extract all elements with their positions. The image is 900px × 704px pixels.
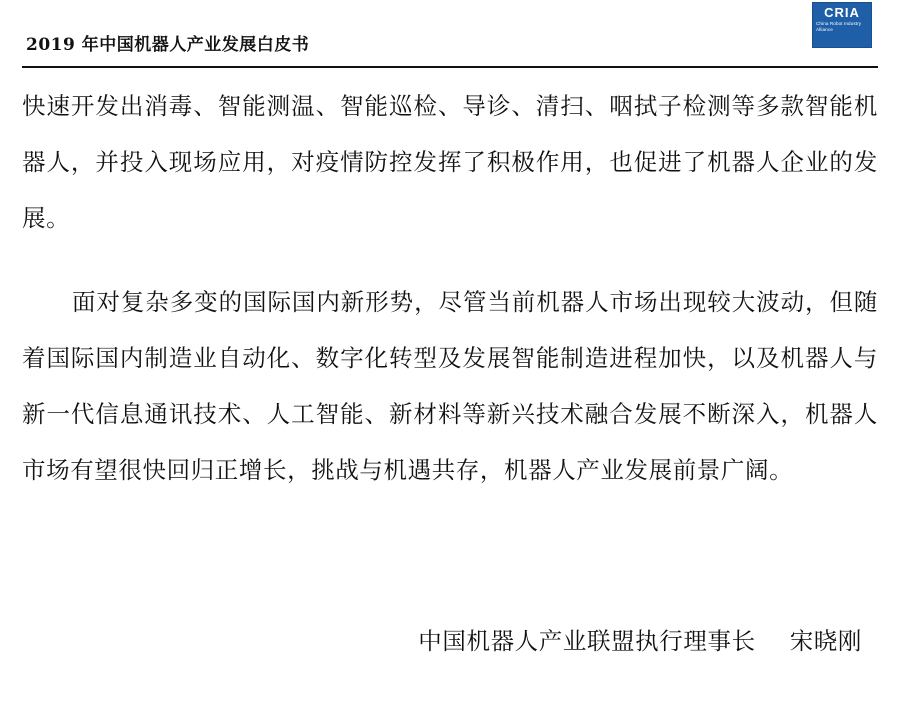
- header-divider: [22, 66, 878, 68]
- signature-block: [0, 622, 862, 656]
- page-title: 2019 年中国机器人产业发展白皮书: [26, 35, 310, 55]
- document-body: [22, 78, 878, 498]
- page-header: [0, 0, 900, 72]
- signature-name: 宋晓刚: [789, 627, 862, 655]
- cria-logo-subtext: China Robot Industry Alliance: [816, 21, 862, 33]
- cria-logo: [812, 2, 872, 48]
- body-paragraph-2: 面对复杂多变的国际国内新形势，尽管当前机器人市场出现较大波动，但随着国际国内制造业自动化、数字化转型及发展智能制造进程加快，以及机器人与新一代信息通讯技术、人工智能、新材料等新兴技术融合发展不断深入，机器人市场有望很快回归正增长，挑战与机遇共存，机器人产业发展前景广阔。: [22, 288, 878, 484]
- cria-logo-text: CRIA: [824, 5, 860, 20]
- signature-title: 中国机器人产业联盟执行理事长: [418, 627, 756, 655]
- body-paragraph-1: 快速开发出消毒、智能测温、智能巡检、导诊、清扫、咽拭子检测等多款智能机器人，并投入现场应用，对疫情防控发挥了积极作用，也促进了机器人企业的发展。: [22, 92, 878, 232]
